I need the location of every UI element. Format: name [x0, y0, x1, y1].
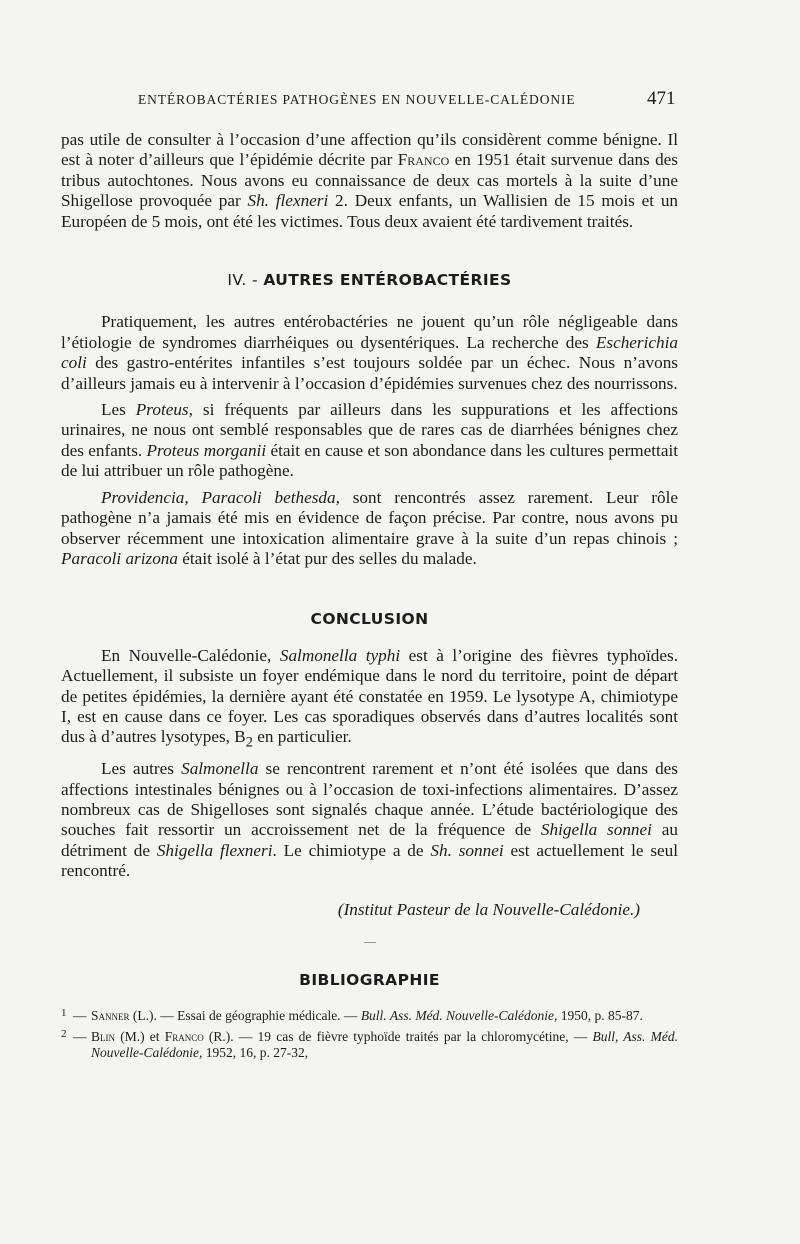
conclusion-heading: CONCLUSION — [310, 610, 429, 629]
page-body — [61, 130, 678, 1061]
reference-journal: Bull. Ass. Méd. Nouvelle-Calédonie, — [360, 1008, 558, 1024]
subscript: 2 — [245, 734, 253, 751]
reference-author: Sanner — [91, 1008, 130, 1024]
reference-number: 1 — [61, 1007, 67, 1020]
reference-dash: — — [73, 1029, 87, 1045]
text: (L.). — Essai de géographie médicale. — — [129, 1008, 361, 1024]
text: en particulier. — [252, 727, 352, 747]
species-name: Proteus morganii — [146, 440, 267, 460]
paragraph — [61, 759, 678, 881]
text: est actuellement le seul rencontré. — [61, 840, 679, 881]
text: pas utile de consulter à l’occasion d’une affection qu’ils considèrent comme bénigne. Il est à noter d’ailleurs que l’épidémie décrite par — [61, 130, 678, 170]
paragraph — [61, 488, 678, 570]
reference-number: 2 — [61, 1028, 67, 1041]
text: En Nouvelle-Calédonie, — [101, 645, 280, 665]
author-name: Franco — [397, 150, 450, 170]
species-name: Salmonella — [181, 759, 259, 779]
text: Pratiquement, les autres entérobactéries ne jouent qu’un rôle négligeable dans l’étiologie de syndromes diarrhéiques ou dysentériques. La recherche des — [61, 312, 678, 352]
text: . Le chimiotype a de — [272, 840, 431, 860]
text: au détriment de — [61, 820, 678, 860]
text: , si fréquents par ailleurs dans les suppurations et les affections urinaires, ne nous ont semblé responsables que de rares cas de diarrhées bénignes chez des enfants. — [61, 400, 678, 460]
text: 1950, p. 85-87. — [557, 1008, 643, 1024]
section-numeral: IV. — [227, 271, 247, 290]
paragraph — [61, 312, 678, 394]
reference-dash: — — [73, 1008, 87, 1024]
section-heading-iv — [61, 270, 678, 290]
reference-author: Franco — [164, 1029, 204, 1045]
species-name: Shigella sonnei — [540, 820, 652, 840]
separator-rule — [61, 928, 678, 938]
text: Les autres — [101, 759, 182, 779]
section-separator: - — [246, 271, 264, 290]
text: Les — [101, 400, 136, 420]
species-name: Paracoli arizona — [61, 548, 178, 568]
text: sont rencontrés assez rarement. Leur rôle pathogène n’a jamais été mis en évidence de façon précise. Par contre, nous avons pu observer récemment une intoxication alimentaire grave à la suite d’un repas chinois ; — [61, 487, 678, 548]
species-name: Escherichia coli — [61, 332, 678, 373]
text: (R.). — 19 cas de fièvre typhoïde traités par la chloromycétine, — — [203, 1029, 593, 1045]
reference-journal: Bull, Ass. Méd. Nouvelle-Calédonie, — [91, 1029, 678, 1061]
species-name: Providencia, Paracoli bethesda, — [101, 487, 340, 507]
species-name: Shigella flexneri — [156, 840, 273, 860]
text: se rencontrent rarement et n’ont été isolées que dans des affections intestinales bénignes ou à l’occasion de toxi-infections alimentaires. D’assez nombreux cas de Shigelloses sont signalés chaque année. L’étude bactériologique des souches fait ressortir un accroissement net de la fréquence de — [61, 759, 678, 840]
text: en 1951 était survenue dans des tribus autochtones. Nous avons eu connaissance de deux cas mortels à la suite d’une Shigellose provoquée par — [61, 150, 678, 211]
text: était en cause et son abondance dans les cultures permettait de lui attribuer un rôle pathogène. — [61, 440, 679, 481]
text: des gastro-entérites infantiles s’est toujours soldée par un échec. Nous n’avons d’ailleurs jamais eu à intervenir à l’occasion d’épidémies survenues chez des nourrissons. — [61, 353, 678, 393]
text: était isolé à l’état pur des selles du malade. — [177, 548, 477, 568]
text: (M.) et — [115, 1029, 165, 1045]
text: 2. Deux enfants, un Wallisien de 15 mois et un Européen de 5 mois, ont été les victimes. Tous deux avaient été tardivement traités. — [61, 191, 679, 231]
reference-item — [61, 1029, 678, 1061]
species-name: Proteus — [135, 400, 189, 420]
species-name: Salmonella typhi — [279, 645, 401, 665]
running-head: ENTÉROBACTÉRIES PATHOGÈNES EN NOUVELLE-CALÉDONIE — [138, 92, 576, 107]
reference-author: Blin — [91, 1029, 115, 1045]
species-name: Sh. flexneri — [247, 191, 329, 211]
reference-item — [61, 1008, 678, 1024]
species-name: Sh. sonnei — [430, 840, 504, 860]
text: 1952, 16, p. 27-32, — [202, 1045, 309, 1061]
institution-signature: (Institut Pasteur de la Nouvelle-Calédonie.) — [337, 899, 640, 919]
text: est à l’origine des fièvres typhoïdes. Actuellement, il subsiste un foyer endémique dans le nord du territoire, point de départ de petites épidémies, la dernière ayant été constatée en 1959. Le lysotype A, chimiotype I, est en cause dans ce foyer. Les cas sporadiques observés dans d’autres localités sont dus à d’autres lysotypes, B — [61, 645, 678, 747]
paragraph-continued — [61, 130, 678, 232]
page-number: 471 — [647, 88, 676, 109]
section-title: AUTRES ENTÉROBACTÉRIES — [263, 271, 512, 290]
bibliography-heading: BIBLIOGRAPHIE — [299, 971, 440, 990]
paragraph — [61, 646, 678, 753]
paragraph — [61, 400, 678, 482]
